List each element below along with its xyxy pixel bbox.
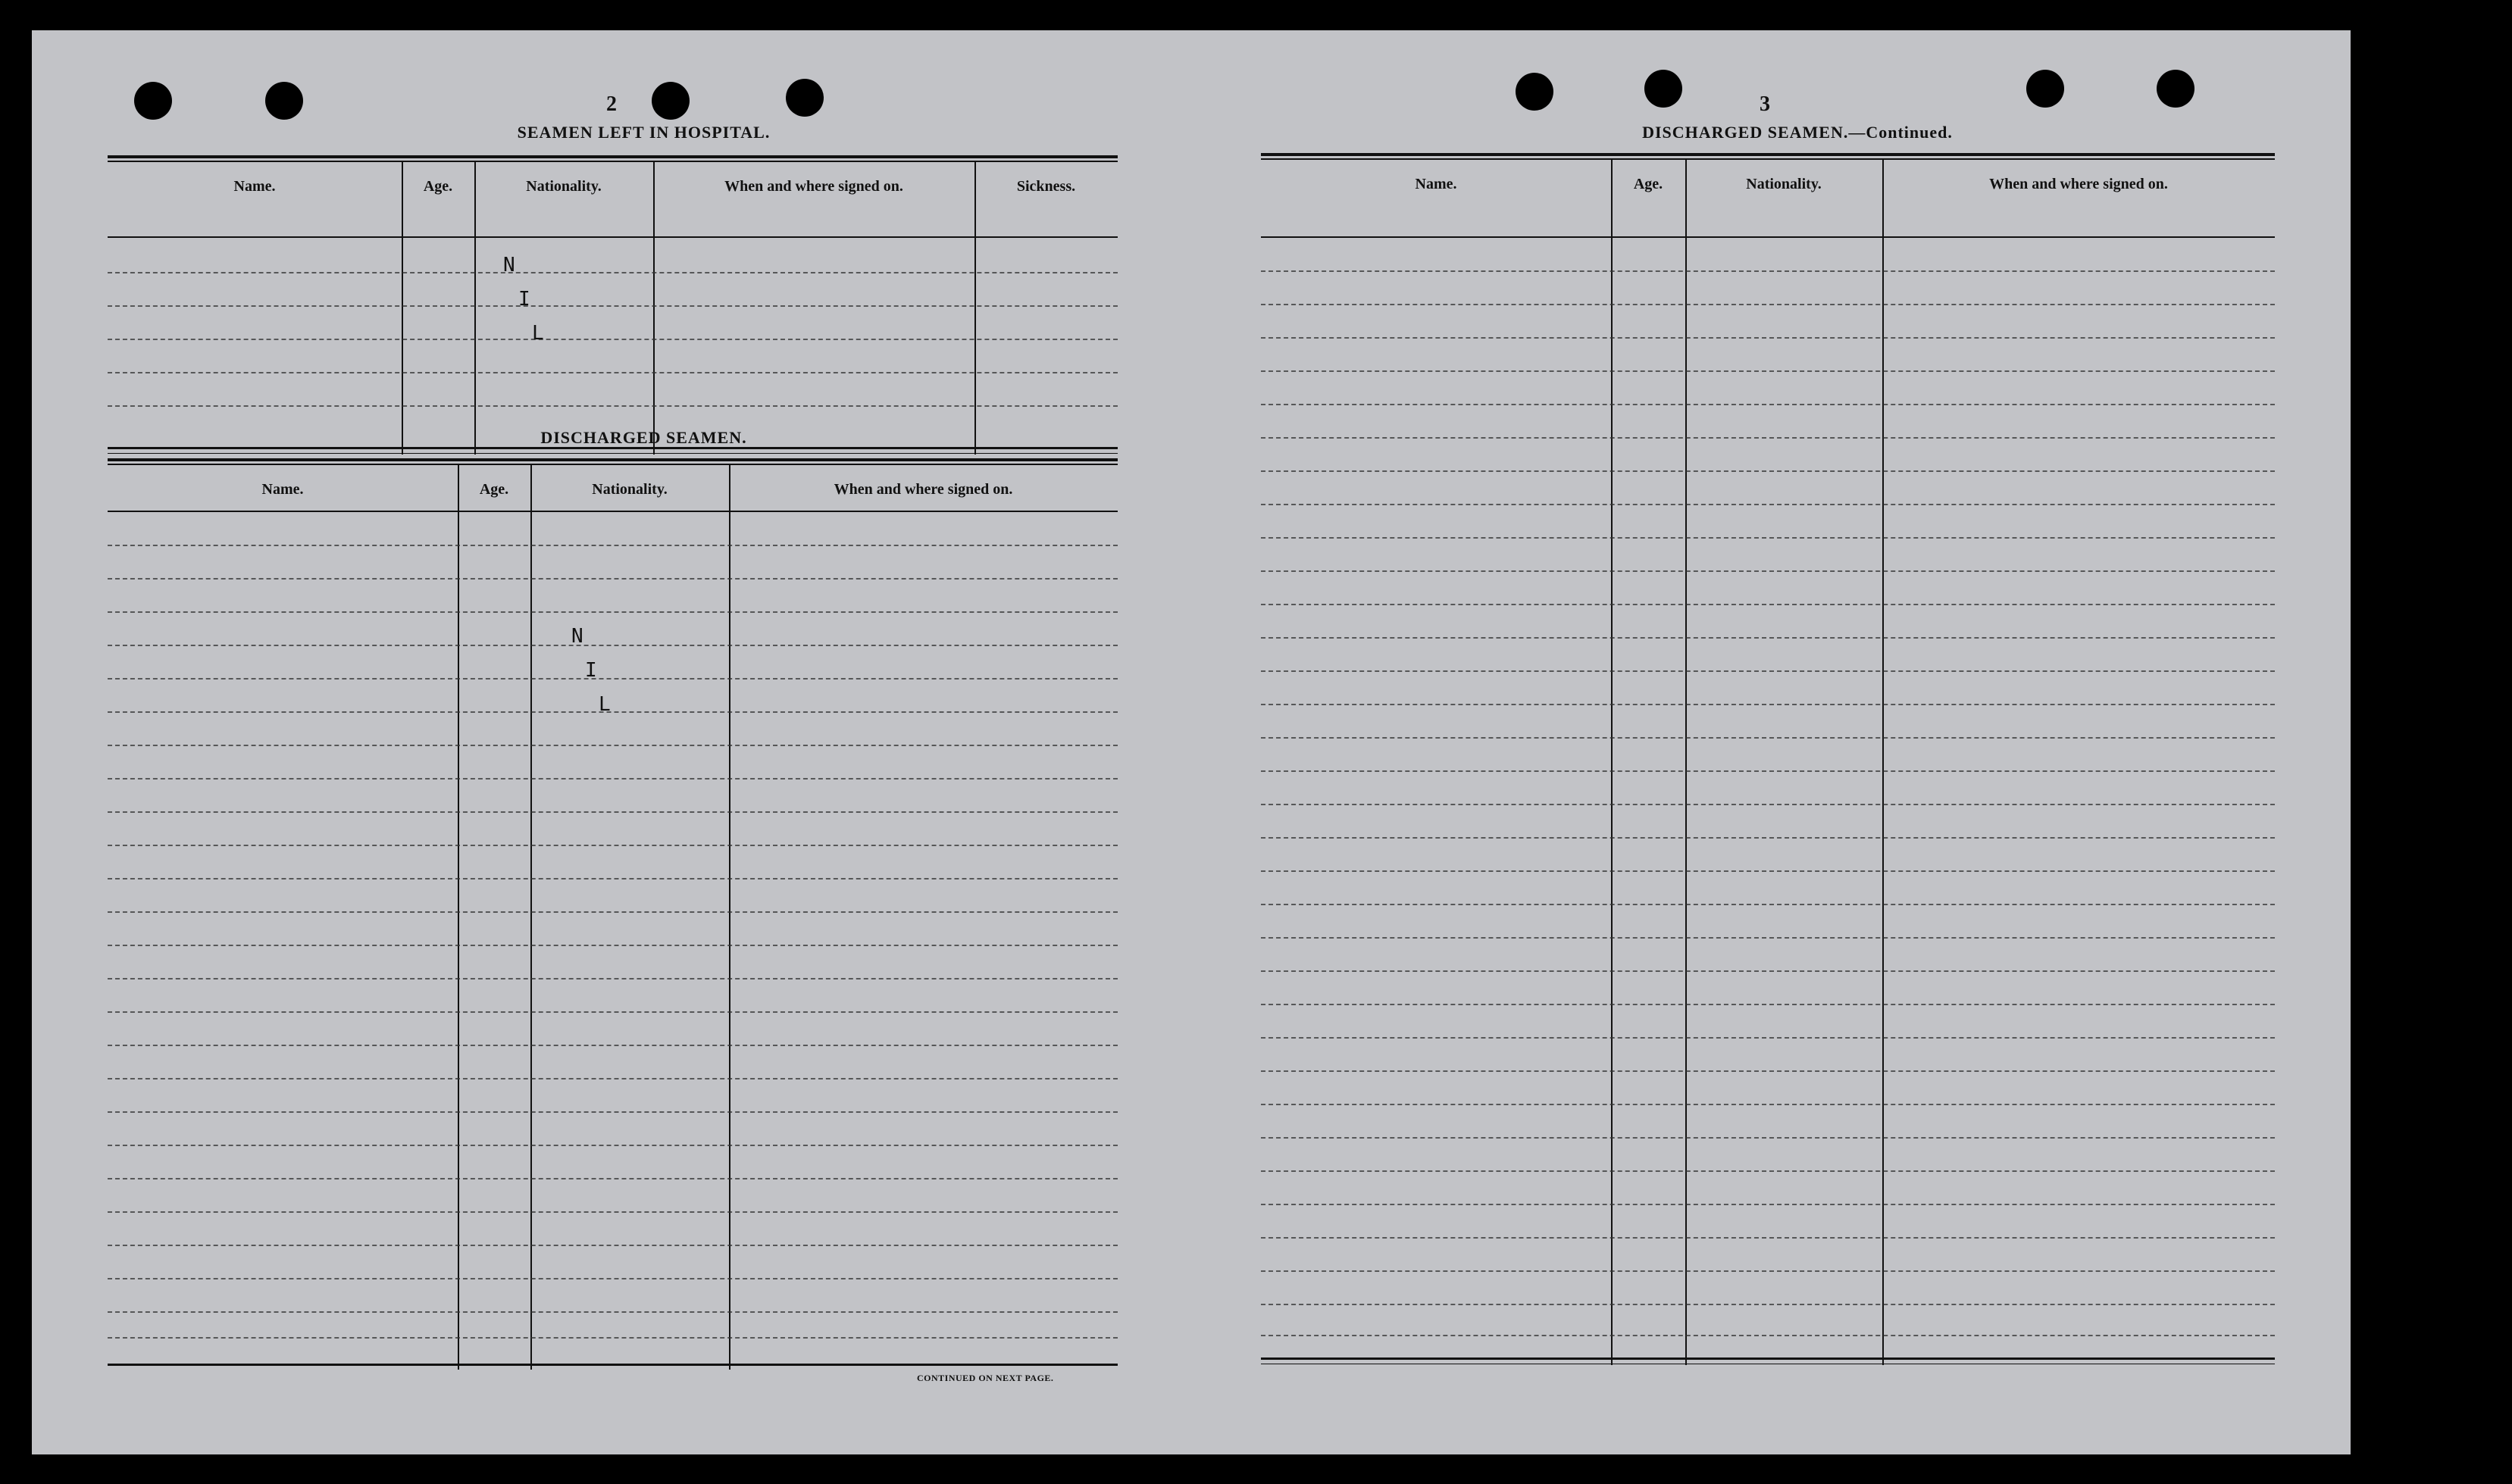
column-header-signed-on: When and where signed on. bbox=[1989, 176, 2168, 192]
table-bottom-rule bbox=[108, 453, 1118, 454]
dotted-row-line bbox=[1261, 1335, 2275, 1336]
punch-hole bbox=[652, 82, 690, 120]
dotted-row-line bbox=[108, 978, 1118, 979]
punch-hole bbox=[134, 82, 172, 120]
dotted-row-line bbox=[1261, 704, 2275, 705]
dotted-row-line bbox=[108, 372, 1118, 373]
header-rule bbox=[108, 236, 1118, 238]
punch-hole bbox=[2026, 70, 2064, 108]
dotted-row-line bbox=[108, 711, 1118, 713]
dotted-row-line bbox=[108, 1045, 1118, 1046]
dotted-row-line bbox=[108, 578, 1118, 580]
column-divider bbox=[974, 161, 976, 455]
dotted-row-line bbox=[1261, 1104, 2275, 1105]
dotted-row-line bbox=[1261, 904, 2275, 905]
nationality-entry: N bbox=[571, 625, 583, 648]
dotted-row-line bbox=[1261, 1270, 2275, 1272]
dotted-row-line bbox=[1261, 337, 2275, 339]
column-divider bbox=[729, 464, 730, 1370]
column-header-name: Name. bbox=[1415, 176, 1457, 192]
punch-hole bbox=[786, 79, 824, 117]
column-header-signed-on: When and where signed on. bbox=[834, 481, 1013, 498]
punch-hole bbox=[1644, 70, 1682, 108]
dotted-row-line bbox=[1261, 504, 2275, 505]
table-top-rule bbox=[108, 464, 1118, 465]
dotted-row-line bbox=[108, 778, 1118, 779]
hospital-section-title: SEAMEN LEFT IN HOSPITAL. bbox=[517, 123, 771, 142]
column-header-signed-on: When and where signed on. bbox=[724, 178, 903, 195]
dotted-row-line bbox=[1261, 1070, 2275, 1072]
dotted-row-line bbox=[108, 745, 1118, 746]
dotted-row-line bbox=[108, 911, 1118, 913]
table-top-rule bbox=[108, 458, 1118, 461]
dotted-row-line bbox=[1261, 937, 2275, 939]
column-divider bbox=[1611, 159, 1613, 1365]
column-header-name: Name. bbox=[261, 481, 304, 498]
dotted-row-line bbox=[1261, 1037, 2275, 1039]
page-number-right: 3 bbox=[1760, 92, 1770, 116]
column-header-nationality: Nationality. bbox=[526, 178, 602, 195]
dotted-row-line bbox=[1261, 470, 2275, 472]
dotted-row-line bbox=[108, 545, 1118, 546]
column-header-name: Name. bbox=[233, 178, 276, 195]
discharged-section-title: DISCHARGED SEAMEN. bbox=[540, 428, 747, 447]
table-top-rule bbox=[108, 155, 1118, 158]
dotted-row-line bbox=[1261, 837, 2275, 839]
dotted-row-line bbox=[108, 811, 1118, 813]
dotted-row-line bbox=[1261, 1137, 2275, 1139]
header-rule bbox=[108, 511, 1118, 512]
column-header-age: Age. bbox=[1633, 176, 1663, 192]
nationality-entry: L bbox=[532, 322, 544, 345]
column-header-age: Age. bbox=[423, 178, 453, 195]
discharged-continued-title: DISCHARGED SEAMEN.—Continued. bbox=[1642, 123, 1953, 142]
document-sheet bbox=[32, 30, 2351, 1454]
dotted-row-line bbox=[1261, 1304, 2275, 1305]
dotted-row-line bbox=[108, 1211, 1118, 1213]
nationality-entry: I bbox=[585, 659, 597, 682]
dotted-row-line bbox=[108, 645, 1118, 646]
column-divider bbox=[458, 464, 459, 1370]
dotted-row-line bbox=[1261, 637, 2275, 639]
dotted-row-line bbox=[108, 1245, 1118, 1246]
nationality-entry: L bbox=[599, 693, 611, 716]
dotted-row-line bbox=[108, 678, 1118, 680]
dotted-row-line bbox=[1261, 1004, 2275, 1005]
dotted-row-line bbox=[1261, 370, 2275, 372]
dotted-row-line bbox=[1261, 537, 2275, 539]
dotted-row-line bbox=[1261, 1170, 2275, 1172]
dotted-row-line bbox=[1261, 737, 2275, 739]
hospital-table bbox=[108, 155, 1118, 455]
table-bottom-rule bbox=[108, 1364, 1118, 1366]
discharged-table bbox=[108, 458, 1118, 1367]
dotted-row-line bbox=[1261, 404, 2275, 405]
continued-footer: CONTINUED ON NEXT PAGE. bbox=[917, 1373, 1054, 1383]
dotted-row-line bbox=[108, 1145, 1118, 1146]
dotted-row-line bbox=[108, 1078, 1118, 1079]
dotted-row-line bbox=[108, 611, 1118, 613]
table-top-rule bbox=[108, 161, 1118, 162]
column-divider bbox=[653, 161, 655, 455]
dotted-row-line bbox=[1261, 270, 2275, 272]
dotted-row-line bbox=[108, 405, 1118, 407]
dotted-row-line bbox=[1261, 304, 2275, 305]
column-header-nationality: Nationality. bbox=[1746, 176, 1822, 192]
dotted-row-line bbox=[108, 1311, 1118, 1313]
nationality-entry: N bbox=[503, 254, 515, 276]
punch-hole bbox=[1516, 73, 1553, 111]
dotted-row-line bbox=[1261, 570, 2275, 572]
dotted-row-line bbox=[1261, 970, 2275, 972]
dotted-row-line bbox=[108, 339, 1118, 340]
dotted-row-line bbox=[1261, 670, 2275, 672]
column-header-age: Age. bbox=[479, 481, 509, 498]
column-divider bbox=[530, 464, 532, 1370]
header-rule bbox=[1261, 236, 2275, 238]
column-divider bbox=[474, 161, 476, 455]
nationality-entry: I bbox=[518, 288, 530, 311]
punch-hole bbox=[2157, 70, 2194, 108]
dotted-row-line bbox=[1261, 804, 2275, 805]
dotted-row-line bbox=[108, 878, 1118, 879]
punch-hole bbox=[265, 82, 303, 120]
column-divider bbox=[402, 161, 403, 455]
dotted-row-line bbox=[1261, 1204, 2275, 1205]
dotted-row-line bbox=[108, 845, 1118, 846]
column-divider bbox=[1882, 159, 1884, 1365]
table-top-rule bbox=[1261, 153, 2275, 156]
dotted-row-line bbox=[108, 945, 1118, 946]
column-header-sickness: Sickness. bbox=[1016, 178, 1076, 195]
dotted-row-line bbox=[108, 305, 1118, 307]
dotted-row-line bbox=[1261, 604, 2275, 605]
dotted-row-line bbox=[108, 1011, 1118, 1013]
dotted-row-line bbox=[1261, 870, 2275, 872]
dotted-row-line bbox=[108, 272, 1118, 273]
dotted-row-line bbox=[108, 1337, 1118, 1339]
column-divider bbox=[1685, 159, 1687, 1365]
page-number-left: 2 bbox=[606, 92, 617, 116]
column-header-nationality: Nationality. bbox=[592, 481, 668, 498]
dotted-row-line bbox=[108, 1278, 1118, 1279]
discharged-continued-table bbox=[1261, 153, 2275, 1365]
table-bottom-rule bbox=[1261, 1357, 2275, 1360]
dotted-row-line bbox=[108, 1111, 1118, 1113]
dotted-row-line bbox=[1261, 437, 2275, 439]
dotted-row-line bbox=[1261, 1237, 2275, 1239]
dotted-row-line bbox=[108, 1178, 1118, 1179]
dotted-row-line bbox=[1261, 770, 2275, 772]
table-top-rule bbox=[1261, 158, 2275, 160]
